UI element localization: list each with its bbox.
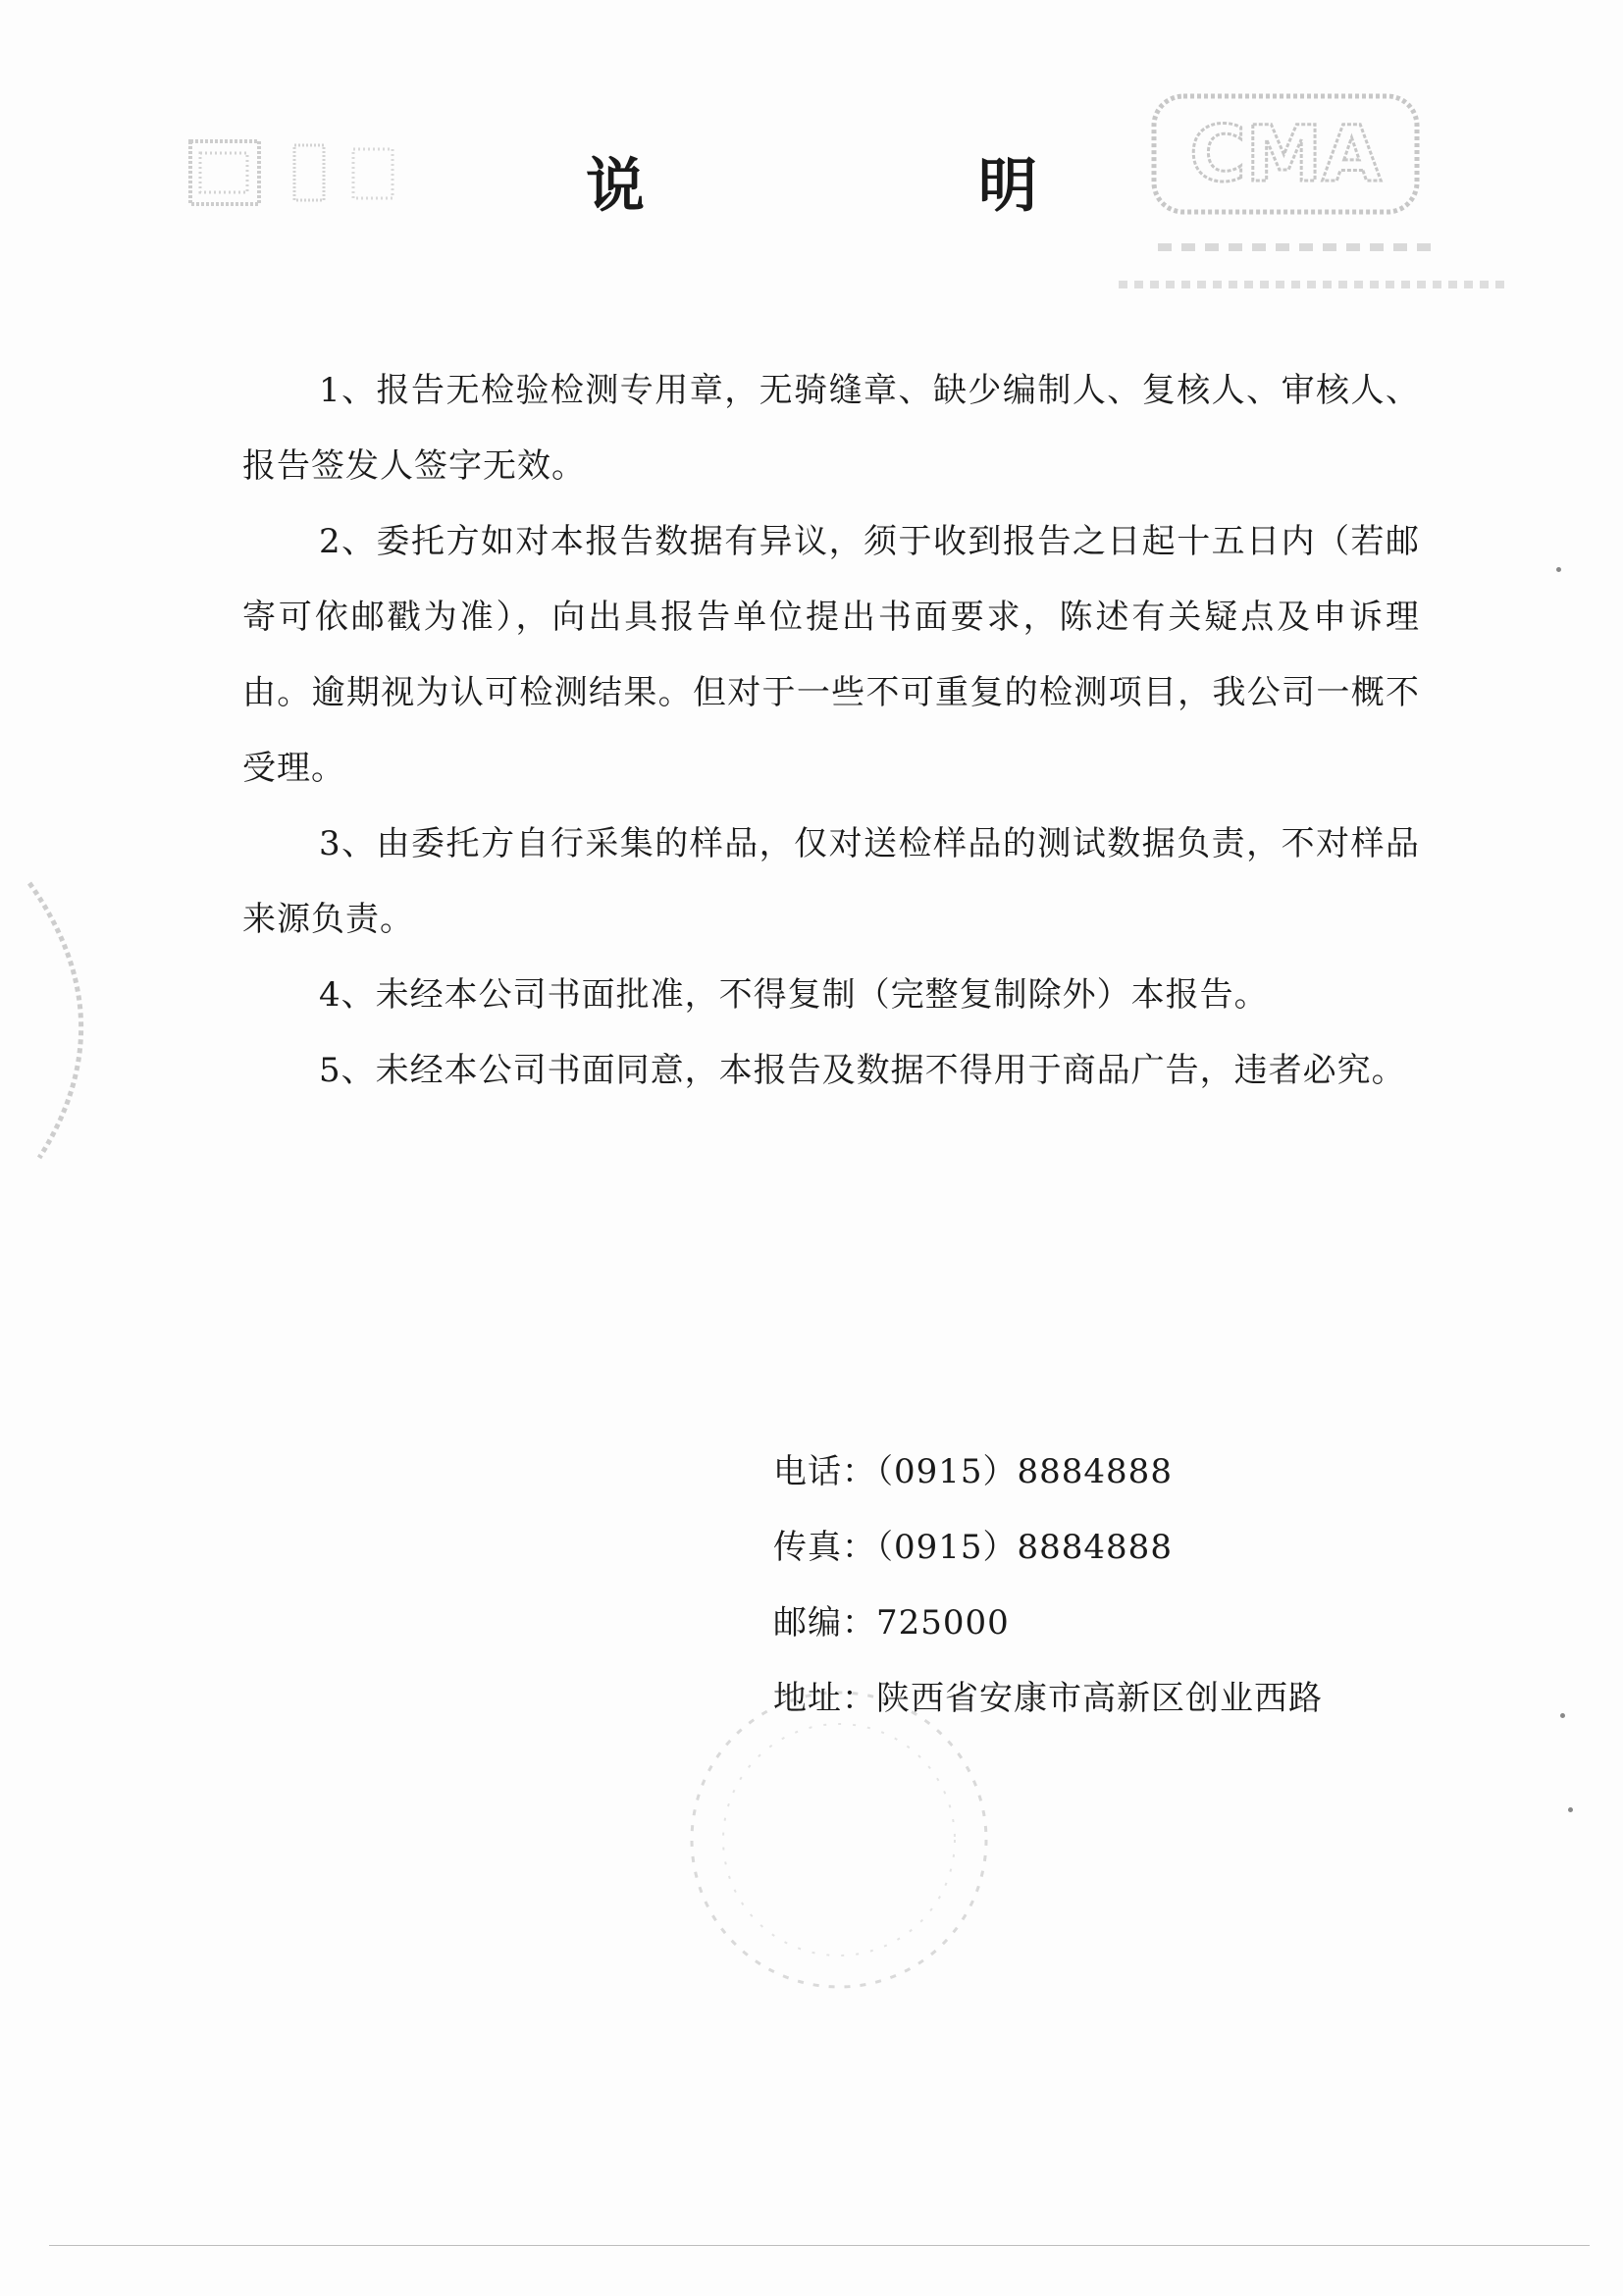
postcode-label: 邮编： — [773, 1603, 876, 1643]
notice-item-2: 2、委托方如对本报告数据有异议，须于收到报告之日起十五日内（若邮寄可依邮戳为准），向出具报告单位提出书面要求，陈述有关疑点及申诉理由。逾期视为认可检测结果。但对于一些不可重复的检测项目，我公司一概不受理。 — [242, 522, 1420, 788]
stamp-code-mark — [1109, 226, 1521, 304]
notice-item-4: 4、未经本公司书面批准，不得复制（完整复制除外）本报告。 — [319, 975, 1269, 1015]
notice-item-1: 1、报告无检验检测专用章，无骑缝章、缺少编制人、复核人、审核人、报告签发人签字无效。 — [242, 371, 1420, 486]
contact-info — [773, 1435, 1460, 1737]
address-label: 地址： — [773, 1679, 876, 1718]
notice-item-5: 5、未经本公司书面同意，本报告及数据不得用于商品广告，违者必究。 — [319, 1051, 1406, 1090]
address-row — [773, 1661, 1460, 1737]
phone-row — [773, 1435, 1460, 1510]
scan-speck — [1560, 1713, 1565, 1718]
page-title: 说 明 — [586, 152, 1175, 221]
fax-value: （0915）8884888 — [876, 1528, 1173, 1567]
footer-divider — [49, 2245, 1590, 2246]
scan-speck — [1556, 567, 1561, 572]
fax-label: 传真： — [773, 1528, 876, 1567]
cma-stamp-text: CMA — [1189, 111, 1382, 199]
phone-value: （0915）8884888 — [876, 1452, 1173, 1491]
postcode-value: 725000 — [876, 1603, 1010, 1643]
notice-item-3: 3、由委托方自行采集的样品，仅对送检样品的测试数据负责，不对样品来源负责。 — [242, 824, 1420, 939]
seal-left-edge — [20, 863, 128, 1177]
scan-speck — [1568, 1807, 1573, 1812]
address-value: 陕西省安康市高新区创业西路 — [876, 1679, 1323, 1718]
postcode-row — [773, 1586, 1460, 1661]
notice-body — [242, 353, 1420, 1109]
phone-label: 电话： — [773, 1452, 876, 1491]
fax-row — [773, 1510, 1460, 1586]
